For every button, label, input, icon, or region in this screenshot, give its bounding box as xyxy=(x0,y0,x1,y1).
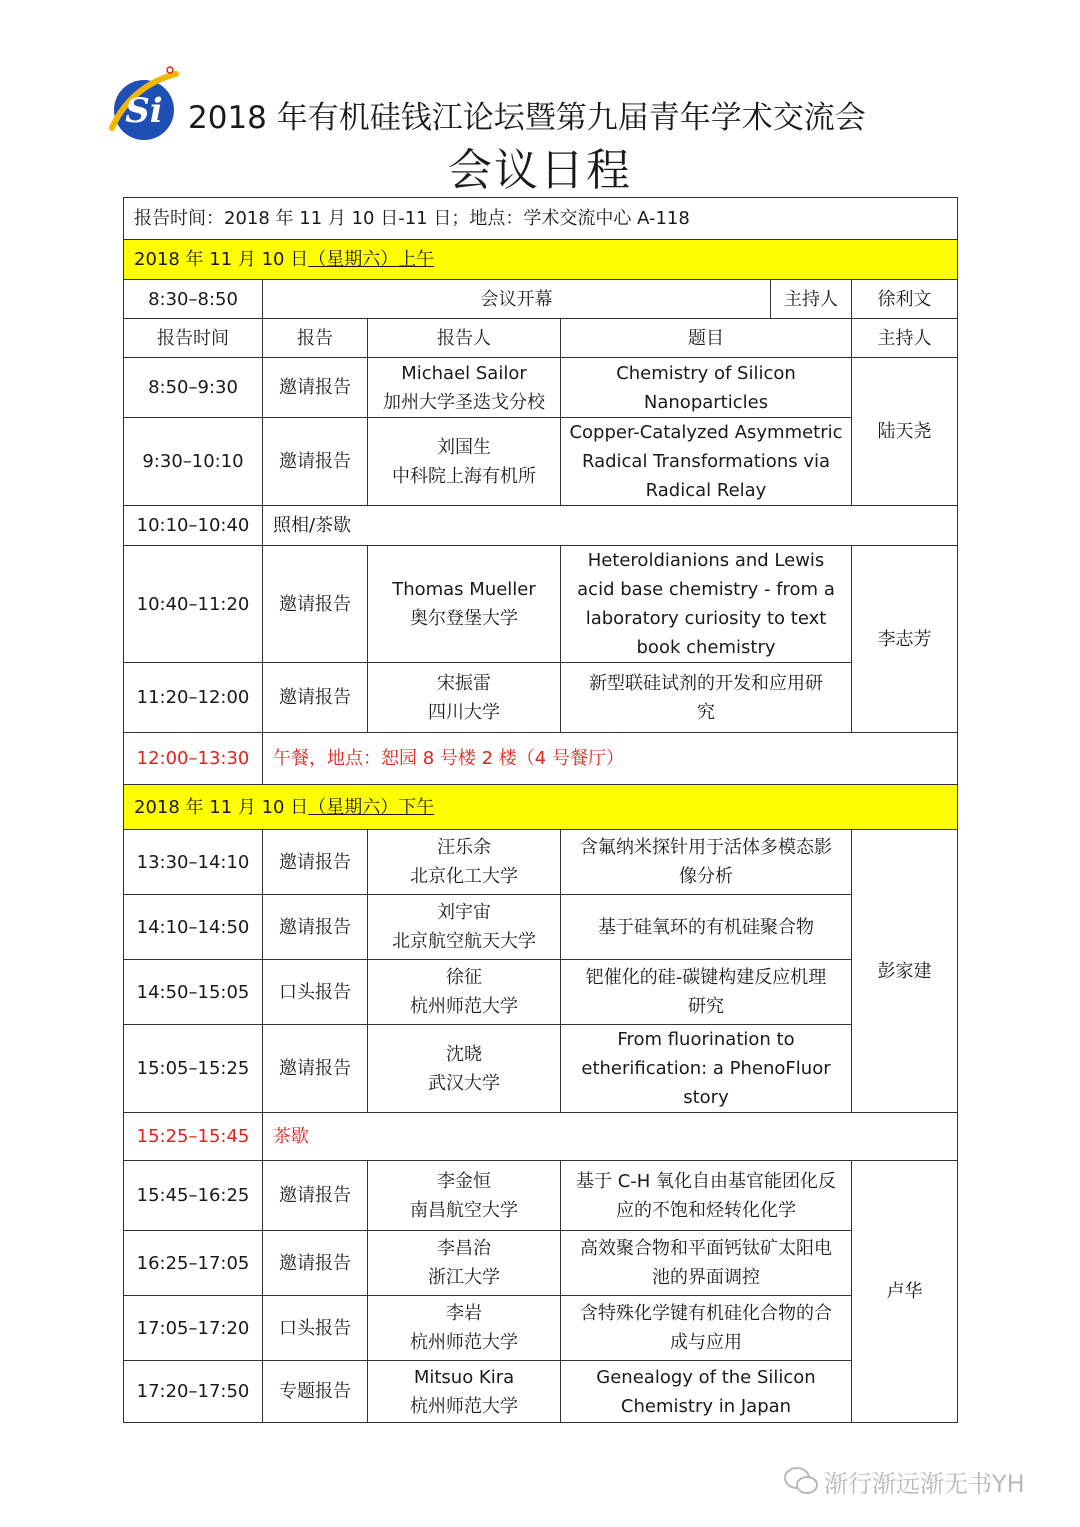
speaker-name: 李金恒 xyxy=(437,1170,491,1192)
topic-cell: 高效聚合物和平面钙钛矿太阳电 池的界面调控 xyxy=(561,1231,852,1296)
chair-cell: 李志芳 xyxy=(852,546,958,733)
info-row xyxy=(124,198,958,240)
time-cell: 14:10–14:50 xyxy=(124,895,263,960)
time-cell: 11:20–12:00 xyxy=(124,663,263,733)
table-row xyxy=(124,358,958,418)
table-row xyxy=(124,895,958,960)
speaker-org: 四川大学 xyxy=(428,701,500,723)
type-cell: 邀请报告 xyxy=(263,1161,368,1231)
header-type: 报告 xyxy=(263,319,368,358)
tea-row xyxy=(124,1113,958,1161)
wechat-icon xyxy=(784,1466,818,1496)
lunch-row xyxy=(124,733,958,785)
logo-text: Si xyxy=(125,91,163,131)
type-cell: 口头报告 xyxy=(263,960,368,1025)
speaker-name: Michael Sailor xyxy=(401,362,527,384)
chair-cell: 陆天尧 xyxy=(852,358,958,506)
header-time: 报告时间 xyxy=(124,319,263,358)
speaker-cell xyxy=(368,358,561,418)
speaker-cell xyxy=(368,1361,561,1423)
time-cell: 16:25–17:05 xyxy=(124,1231,263,1296)
speaker-cell xyxy=(368,895,561,960)
time-cell: 13:30–14:10 xyxy=(124,830,263,895)
speaker-org: 北京航空航天大学 xyxy=(392,931,536,952)
time-cell: 10:40–11:20 xyxy=(124,546,263,663)
time-cell: 10:10–10:40 xyxy=(124,506,263,546)
time-cell: 17:20–17:50 xyxy=(124,1361,263,1423)
conference-title: 2018 年有机硅钱江论坛暨第九届青年学术交流会 xyxy=(188,100,866,136)
break-label: 照相/茶歇 xyxy=(263,506,958,546)
speaker-name: 宋振雷 xyxy=(437,672,491,694)
speaker-name: 汪乐余 xyxy=(437,837,491,858)
topic-cell: Chemistry of Silicon Nanoparticles xyxy=(561,358,852,418)
topic-cell: From fluorination to etherification: a PhenoFluor story xyxy=(561,1025,852,1113)
opening-title: 会议开幕 xyxy=(263,280,771,319)
chair-cell: 彭家建 xyxy=(852,830,958,1113)
page-title: 会议日程 xyxy=(448,145,632,196)
time-cell: 14:50–15:05 xyxy=(124,960,263,1025)
type-cell: 邀请报告 xyxy=(263,830,368,895)
schedule-table xyxy=(123,197,957,1417)
session-day: （星期六）下午 xyxy=(308,796,435,818)
session-date: 2018 年 11 月 10 日 xyxy=(134,796,309,818)
host-label: 主持人 xyxy=(771,280,852,319)
speaker-org: 北京化工大学 xyxy=(410,866,518,887)
topic-cell: 新型联硅试剂的开发和应用研 究 xyxy=(561,663,852,733)
speaker-cell xyxy=(368,663,561,733)
table-row xyxy=(124,1296,958,1361)
column-header-row xyxy=(124,319,958,358)
time-cell: 15:05–15:25 xyxy=(124,1025,263,1113)
topic-cell: Genealogy of the Silicon Chemistry in Japan xyxy=(561,1361,852,1423)
time-cell: 12:00–13:30 xyxy=(124,733,263,785)
table-row xyxy=(124,1361,958,1423)
type-cell: 口头报告 xyxy=(263,1296,368,1361)
topic-cell: 含氟纳米探针用于活体多模态影 像分析 xyxy=(561,830,852,895)
time-cell: 17:05–17:20 xyxy=(124,1296,263,1361)
speaker-name: 刘宇宙 xyxy=(437,902,491,923)
break-row xyxy=(124,506,958,546)
speaker-cell xyxy=(368,1231,561,1296)
header-speaker: 报告人 xyxy=(368,319,561,358)
speaker-cell xyxy=(368,960,561,1025)
speaker-cell xyxy=(368,1025,561,1113)
speaker-name: Thomas Mueller xyxy=(392,579,536,600)
header-topic: 题目 xyxy=(561,319,852,358)
time-cell: 8:30–8:50 xyxy=(124,280,263,319)
speaker-org: 加州大学圣迭戈分校 xyxy=(383,391,545,413)
topic-cell: Heteroldianions and Lewis acid base chemistry - from a laboratory curiosity to text book chemistry xyxy=(561,546,852,663)
speaker-name: 沈晓 xyxy=(446,1043,482,1065)
topic-cell: 含特殊化学键有机硅化合物的合 成与应用 xyxy=(561,1296,852,1361)
table-row xyxy=(124,546,958,663)
time-cell: 15:25–15:45 xyxy=(124,1113,263,1161)
watermark-text: 渐行渐远渐无书YH xyxy=(824,1470,1025,1498)
table-row xyxy=(124,418,958,506)
topic-cell: 基于硅氧环的有机硅聚合物 xyxy=(561,895,852,960)
type-cell: 邀请报告 xyxy=(263,358,368,418)
speaker-name: 李昌治 xyxy=(437,1238,491,1259)
conference-logo xyxy=(106,66,182,146)
speaker-org: 中科院上海有机所 xyxy=(392,465,536,487)
speaker-cell xyxy=(368,1296,561,1361)
speaker-org: 杭州师范大学 xyxy=(410,1395,518,1417)
speaker-cell xyxy=(368,418,561,506)
speaker-cell xyxy=(368,546,561,663)
speaker-org: 武汉大学 xyxy=(428,1072,500,1094)
time-cell: 8:50–9:30 xyxy=(124,358,263,418)
type-cell: 邀请报告 xyxy=(263,663,368,733)
topic-cell: 钯催化的硅-碳键构建反应机理 研究 xyxy=(561,960,852,1025)
type-cell: 邀请报告 xyxy=(263,895,368,960)
lunch-label: 午餐，地点：恕园 8 号楼 2 楼（4 号餐厅） xyxy=(263,733,958,785)
type-cell: 邀请报告 xyxy=(263,1231,368,1296)
time-cell: 9:30–10:10 xyxy=(124,418,263,506)
session-day: （星期六）上午 xyxy=(308,249,435,270)
speaker-org: 奥尔登堡大学 xyxy=(410,608,518,629)
speaker-org: 杭州师范大学 xyxy=(410,996,518,1017)
type-cell: 邀请报告 xyxy=(263,1025,368,1113)
session-date: 2018 年 11 月 10 日 xyxy=(134,249,309,270)
topic-cell: 基于 C-H 氧化自由基官能团化反 应的不饱和烃转化化学 xyxy=(561,1161,852,1231)
session-header-morning xyxy=(124,240,958,280)
table-row xyxy=(124,1231,958,1296)
table-row xyxy=(124,1161,958,1231)
speaker-org: 杭州师范大学 xyxy=(410,1332,518,1353)
type-cell: 邀请报告 xyxy=(263,546,368,663)
opening-row xyxy=(124,280,958,319)
tea-label: 茶歇 xyxy=(263,1113,958,1161)
speaker-cell xyxy=(368,1161,561,1231)
topic-cell: Copper-Catalyzed Asymmetric Radical Transformations via Radical Relay xyxy=(561,418,852,506)
table-row xyxy=(124,960,958,1025)
table-row xyxy=(124,830,958,895)
speaker-org: 浙江大学 xyxy=(428,1267,500,1288)
table-row xyxy=(124,1025,958,1113)
speaker-name: Mitsuo Kira xyxy=(413,1366,515,1388)
speaker-name: 刘国生 xyxy=(437,436,491,458)
speaker-org: 南昌航空大学 xyxy=(410,1199,518,1221)
chair-cell: 卢华 xyxy=(852,1161,958,1423)
table-row xyxy=(124,663,958,733)
info-text: 报告时间：2018 年 11 月 10 日-11 日；地点：学术交流中心 A-118 xyxy=(124,198,958,240)
type-cell: 邀请报告 xyxy=(263,418,368,506)
speaker-name: 徐征 xyxy=(446,967,482,988)
session-header-afternoon xyxy=(124,785,958,830)
header-chair: 主持人 xyxy=(852,319,958,358)
speaker-name: 李岩 xyxy=(446,1303,482,1324)
speaker-cell xyxy=(368,830,561,895)
host-name: 徐利文 xyxy=(852,280,958,319)
watermark xyxy=(784,1460,1054,1500)
time-cell: 15:45–16:25 xyxy=(124,1161,263,1231)
type-cell: 专题报告 xyxy=(263,1361,368,1423)
